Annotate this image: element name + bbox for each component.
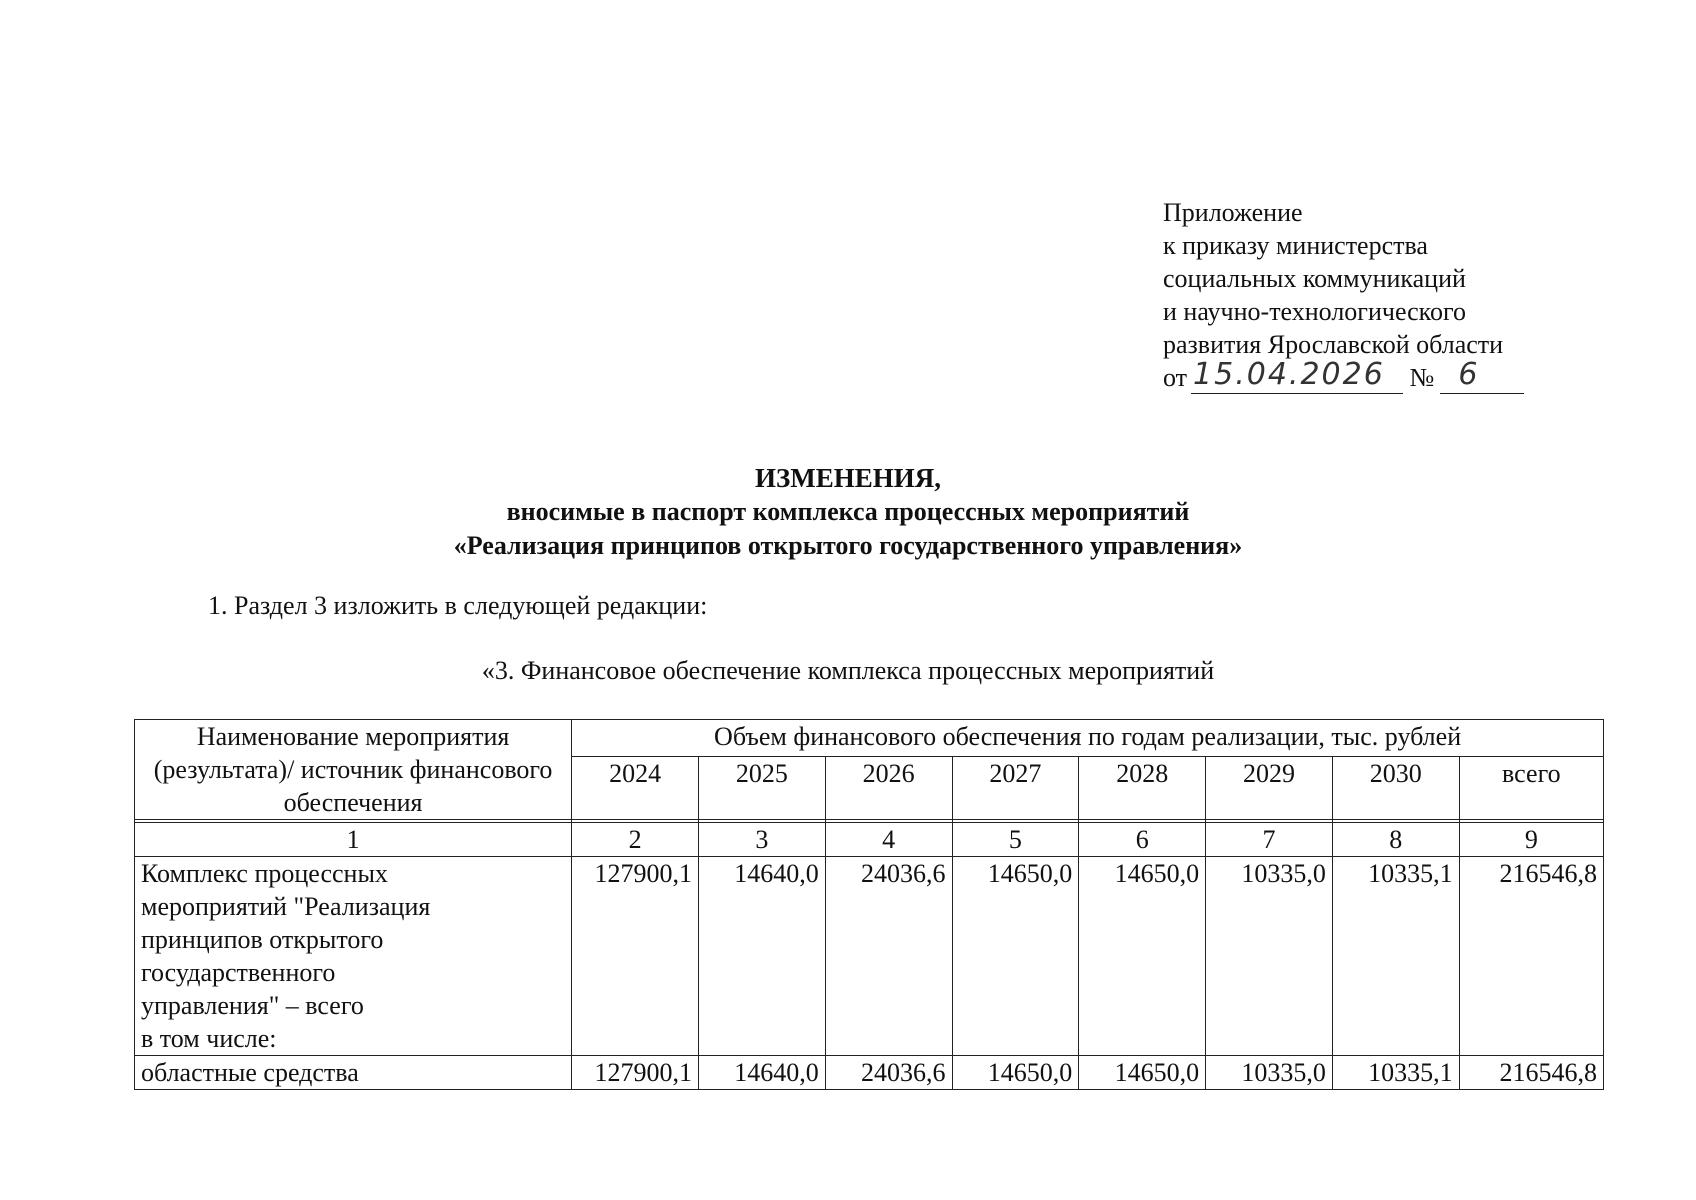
header-row-1 bbox=[135, 720, 1604, 757]
financing-table bbox=[134, 719, 1604, 1090]
header-year: 2030 bbox=[1332, 757, 1459, 820]
column-number-row bbox=[135, 823, 1604, 857]
header-year: 2029 bbox=[1206, 757, 1333, 820]
value-cell: 14650,0 bbox=[1079, 1056, 1206, 1090]
document-subtitle-2: «Реализация принципов открытого государственного управления» bbox=[453, 531, 1243, 560]
value-cell: 24036,6 bbox=[825, 857, 952, 1056]
row-name-line: в том числе: bbox=[141, 1024, 277, 1053]
value-cell: 14640,0 bbox=[698, 857, 825, 1056]
header-total: всего bbox=[1459, 757, 1603, 820]
table-row bbox=[135, 857, 1604, 1056]
row-name-line: государственного bbox=[141, 958, 336, 987]
table-row bbox=[135, 1056, 1604, 1090]
column-number: 3 bbox=[698, 823, 825, 857]
row-name-line: Комплекс процессных bbox=[141, 859, 388, 888]
row-name-cell bbox=[135, 857, 572, 1056]
value-cell: 14650,0 bbox=[952, 1056, 1079, 1090]
appendix-line: и научно-технологического bbox=[1163, 297, 1467, 326]
row-name-line: управления" – всего bbox=[141, 991, 364, 1020]
number-sign: № bbox=[1409, 363, 1435, 392]
handwritten-date: 15.04.2026 bbox=[1193, 357, 1385, 392]
document-subtitle-1: вносимые в паспорт комплекса процессных мероприятий bbox=[506, 497, 1190, 526]
column-number: 1 bbox=[135, 823, 572, 857]
row-name-line: мероприятий "Реализация bbox=[141, 892, 431, 921]
appendix-line: социальных коммуникаций bbox=[1163, 264, 1466, 293]
total-cell: 216546,8 bbox=[1459, 1056, 1603, 1090]
value-cell: 127900,1 bbox=[572, 1056, 699, 1090]
row-name-cell bbox=[135, 1056, 572, 1090]
appendix-line: развития Ярославской области bbox=[1163, 330, 1504, 359]
column-number: 7 bbox=[1206, 823, 1333, 857]
appendix-date-line bbox=[1163, 357, 1524, 394]
row-name-line: областные средства bbox=[141, 1058, 359, 1087]
value-cell: 24036,6 bbox=[825, 1056, 952, 1090]
handwritten-number: 6 bbox=[1458, 357, 1480, 392]
paragraph-1: 1. Раздел 3 изложить в следующей редакции: bbox=[208, 591, 708, 620]
number-blank bbox=[1440, 357, 1524, 394]
header-year: 2027 bbox=[952, 757, 1079, 820]
header-name-cell: Наименование мероприятия (результата)/ источник финансового обеспечения bbox=[135, 720, 572, 820]
value-cell: 14650,0 bbox=[952, 857, 1079, 1056]
appendix-line: к приказу министерства bbox=[1163, 231, 1428, 260]
column-number: 9 bbox=[1459, 823, 1603, 857]
header-year: 2026 bbox=[825, 757, 952, 820]
section-title: «3. Финансовое обеспечение комплекса процессных мероприятий bbox=[481, 656, 1215, 685]
header-year: 2024 bbox=[572, 757, 699, 820]
column-number: 4 bbox=[825, 823, 952, 857]
row-name-line: принципов открытого bbox=[141, 925, 384, 954]
date-prefix: от bbox=[1163, 363, 1188, 392]
appendix-block bbox=[1163, 196, 1524, 394]
value-cell: 127900,1 bbox=[572, 857, 699, 1056]
header-year: 2028 bbox=[1079, 757, 1206, 820]
value-cell: 10335,0 bbox=[1206, 857, 1333, 1056]
date-blank bbox=[1191, 357, 1403, 394]
document-heading bbox=[0, 461, 1696, 563]
header-year: 2025 bbox=[698, 757, 825, 820]
column-number: 5 bbox=[952, 823, 1079, 857]
appendix-line: Приложение bbox=[1163, 198, 1303, 227]
column-number: 6 bbox=[1079, 823, 1206, 857]
value-cell: 10335,1 bbox=[1332, 857, 1459, 1056]
value-cell: 10335,1 bbox=[1332, 1056, 1459, 1090]
total-cell: 216546,8 bbox=[1459, 857, 1603, 1056]
value-cell: 14640,0 bbox=[698, 1056, 825, 1090]
document-title: ИЗМЕНЕНИЯ, bbox=[754, 463, 941, 493]
column-number: 8 bbox=[1332, 823, 1459, 857]
header-years-caption: Объем финансового обеспечения по годам реализации, тыс. рублей bbox=[572, 720, 1604, 757]
value-cell: 10335,0 bbox=[1206, 1056, 1333, 1090]
value-cell: 14650,0 bbox=[1079, 857, 1206, 1056]
column-number: 2 bbox=[572, 823, 699, 857]
